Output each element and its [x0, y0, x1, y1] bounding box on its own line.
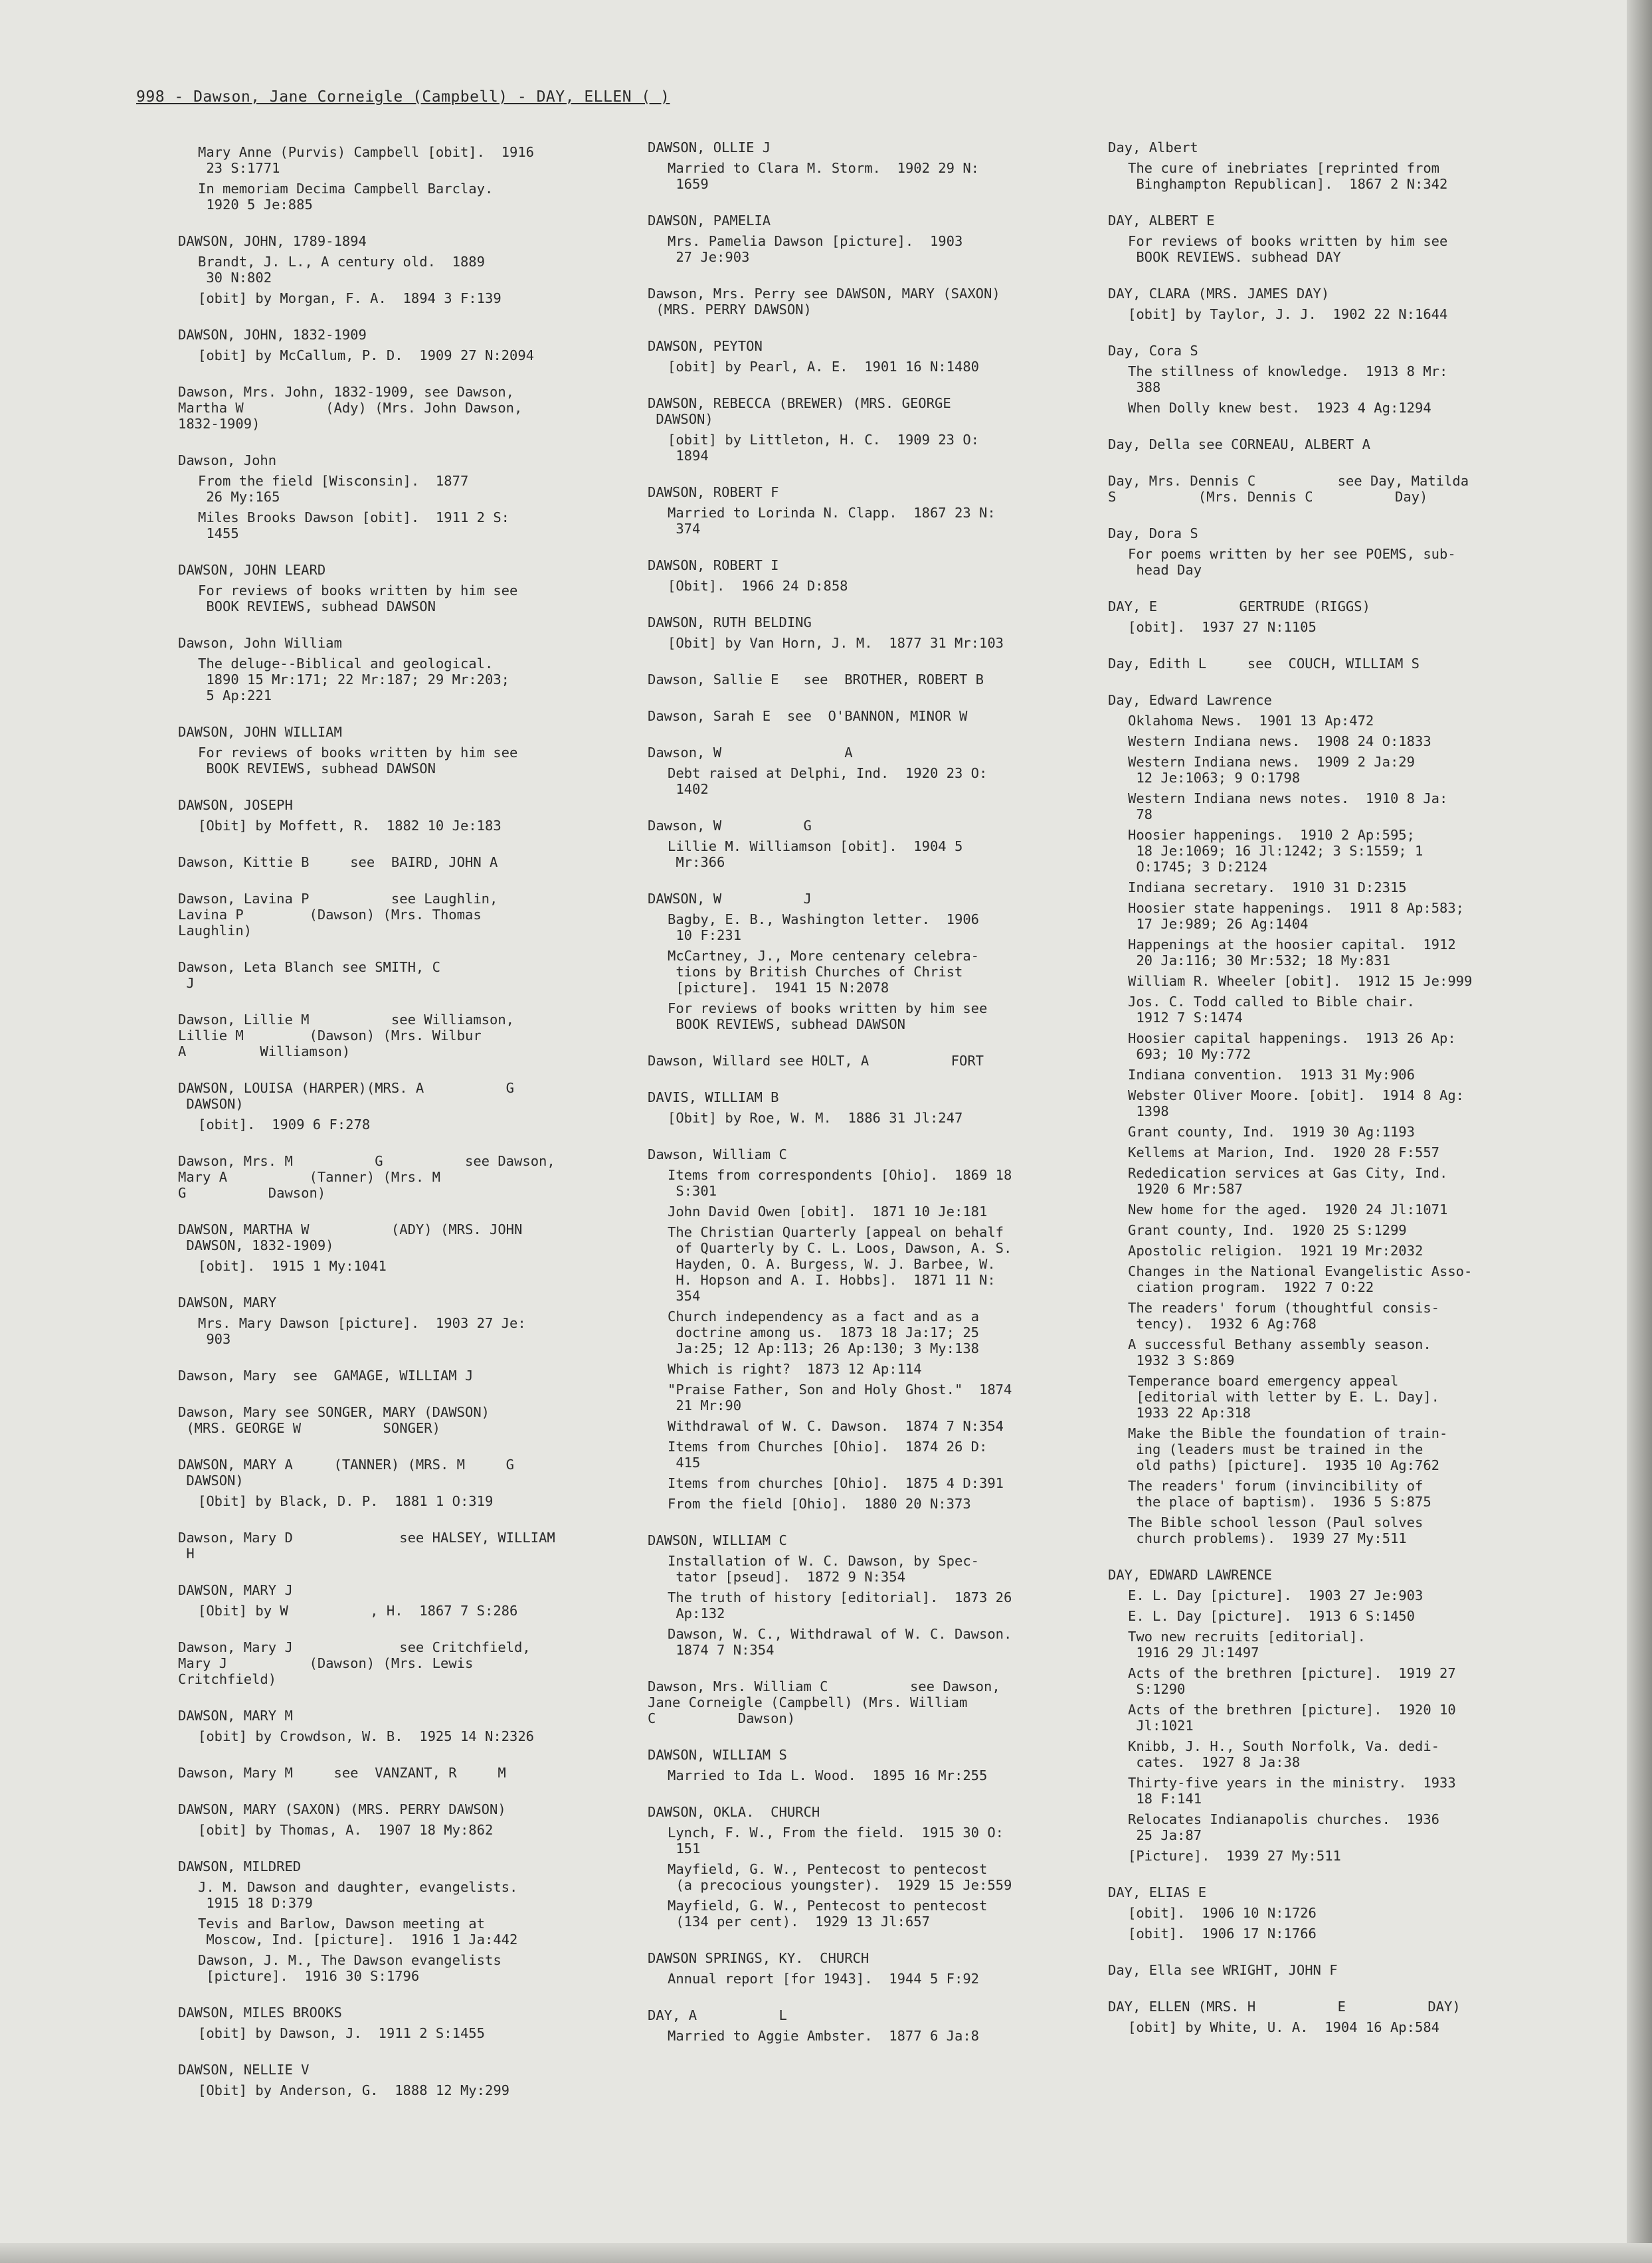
entry-heading: DAWSON, NELLIE V [178, 2062, 310, 2078]
entry-heading: Dawson, Mrs. William C see Dawson, Jane Corneigle (Campbell) (Mrs. William C Dawson) [648, 1678, 1000, 1726]
entry-reference: Knibb, J. H., South Norfolk, Va. dedi- cates. 1927 8 Ja:38 [1128, 1738, 1439, 1770]
index-entry [178, 724, 656, 776]
entry-heading: DAVIS, WILLIAM B [648, 1089, 779, 1105]
index-entry [1108, 656, 1566, 672]
entry-heading: Day, Cora S [1108, 343, 1198, 359]
entry-reference: John David Owen [obit]. 1871 10 Je:181 [668, 1204, 988, 1220]
entry-reference: Mayfield, G. W., Pentecost to pentecost (a precocious youngster). 1929 15 Je:559 [668, 1861, 1012, 1893]
entry-reference: Webster Oliver Moore. [obit]. 1914 8 Ag: 1398 [1128, 1087, 1465, 1119]
index-entry [648, 213, 1106, 265]
entry-reference: Western Indiana news. 1908 24 O:1833 [1128, 733, 1431, 749]
index-entry [178, 233, 656, 306]
index-entry [178, 452, 656, 541]
entry-reference: [obit]. 1906 10 N:1726 [1128, 1905, 1317, 1921]
entry-heading: DAWSON, RUTH BELDING [648, 614, 812, 630]
entry-heading: Dawson, John William [178, 635, 342, 651]
index-entry [178, 1530, 656, 1562]
index-entry [648, 2007, 1106, 2044]
entry-heading: DAWSON, MARY J [178, 1582, 293, 1598]
entry-reference: Items from Churches [Ohio]. 1874 26 D: 415 [668, 1439, 988, 1471]
entry-heading: Dawson, Leta Blanch see SMITH, C J [178, 959, 440, 991]
entry-reference: Mary Anne (Purvis) Campbell [obit]. 1916 23 S:1771 [198, 144, 535, 176]
entry-reference: E. L. Day [picture]. 1903 27 Je:903 [1128, 1587, 1423, 1603]
entry-heading: DAWSON, MARTHA W (ADY) (MRS. JOHN DAWSON, 1832-1909) [178, 1222, 523, 1253]
entry-reference: "Praise Father, Son and Holy Ghost." 1874 21 Mr:90 [668, 1382, 1012, 1413]
index-entry [648, 338, 1106, 375]
entry-reference: [obit] by Morgan, F. A. 1894 3 F:139 [198, 290, 502, 306]
index-entry [648, 1089, 1106, 1126]
entry-heading: DAWSON, MILES BROOKS [178, 2005, 342, 2021]
entry-reference: Married to Clara M. Storm. 1902 29 N: 1659 [668, 160, 979, 192]
entry-reference: McCartney, J., More centenary celebra- tions by British Churches of Christ [picture]. 1941 15 N:2078 [668, 948, 979, 996]
index-entry [648, 286, 1106, 317]
entry-reference: Changes in the National Evangelistic Asso- ciation program. 1922 7 O:22 [1128, 1263, 1473, 1295]
entry-reference: Church independency as a fact and as a doctrine among us. 1873 18 Ja:17; 25 Ja:25; 12 Ap:113; 26 Ap:130; 3 My:138 [668, 1309, 979, 1356]
entry-reference: Lillie M. Williamson [obit]. 1904 5 Mr:366 [668, 838, 963, 870]
entry-reference: Installation of W. C. Dawson, by Spec- tator [pseud]. 1872 9 N:354 [668, 1553, 979, 1585]
index-entry [648, 1950, 1106, 1987]
index-entry [178, 1153, 656, 1201]
entry-reference: Acts of the brethren [picture]. 1919 27 S:1290 [1128, 1665, 1456, 1697]
index-entry [648, 1804, 1106, 1930]
index-entry [178, 1404, 656, 1436]
entry-heading: DAWSON, JOHN, 1832-1909 [178, 327, 367, 343]
index-entry [178, 144, 656, 213]
entry-reference: William R. Wheeler [obit]. 1912 15 Je:999 [1128, 973, 1473, 989]
entry-heading: Day, Ella see WRIGHT, JOHN F [1108, 1962, 1338, 1978]
entry-heading: Dawson, Mary see SONGER, MARY (DAWSON) (MRS. GEORGE W SONGER) [178, 1404, 490, 1436]
entry-reference: For reviews of books written by him see BOOK REVIEWS, subhead DAWSON [198, 745, 518, 776]
entry-heading: DAY, EDWARD LAWRENCE [1108, 1567, 1272, 1583]
entry-reference: Oklahoma News. 1901 13 Ap:472 [1128, 713, 1374, 729]
index-entry [1108, 213, 1566, 265]
entry-reference: The readers' forum (invincibility of the place of baptism). 1936 5 S:875 [1128, 1478, 1431, 1510]
entry-reference: Hoosier capital happenings. 1913 26 Ap: 693; 10 My:772 [1128, 1030, 1456, 1062]
entry-reference: [obit] by Taylor, J. J. 1902 22 N:1644 [1128, 306, 1448, 322]
index-entry [178, 1368, 656, 1384]
entry-heading: Dawson, Lavina P see Laughlin, Lavina P (Dawson) (Mrs. Thomas Laughlin) [178, 891, 498, 939]
entry-reference: Kellems at Marion, Ind. 1920 28 F:557 [1128, 1144, 1439, 1160]
index-entry [178, 1765, 656, 1781]
index-entry [1108, 1962, 1566, 1978]
entry-heading: DAWSON, MARY [178, 1295, 277, 1311]
column-2 [648, 139, 1106, 2064]
entry-heading: DAY, A L [648, 2007, 787, 2023]
index-entry [178, 1295, 656, 1347]
entry-reference: [obit] by Littleton, H. C. 1909 23 O: 1894 [668, 432, 979, 464]
entry-reference: Relocates Indianapolis churches. 1936 25 Ja:87 [1128, 1811, 1439, 1843]
entry-reference: Which is right? 1873 12 Ap:114 [668, 1361, 922, 1377]
entry-reference: The Christian Quarterly [appeal on behalf of Quarterly by C. L. Loos, Dawson, A. S. Hayden, O. A. Burgess, W. J. Barbee, W. H. Hopson and A. I. Hobbs]. 1871 11 N: 354 [668, 1224, 1012, 1304]
entry-heading: Dawson, Willard see HOLT, A FORT [648, 1053, 984, 1069]
index-entry [648, 1678, 1106, 1726]
entry-heading: DAWSON, JOHN LEARD [178, 562, 326, 578]
entry-reference: For reviews of books written by him see BOOK REVIEWS, subhead DAWSON [668, 1000, 988, 1032]
entry-reference: [Obit] by Moffett, R. 1882 10 Je:183 [198, 818, 502, 834]
entry-reference: Mrs. Mary Dawson [picture]. 1903 27 Je: 903 [198, 1315, 526, 1347]
entry-heading: DAWSON, OKLA. CHURCH [648, 1804, 820, 1820]
index-entry [178, 797, 656, 834]
entry-heading: Day, Albert [1108, 139, 1198, 155]
index-entry [178, 2005, 656, 2041]
entry-heading: Day, Dora S [1108, 525, 1198, 541]
entry-reference: Tevis and Barlow, Dawson meeting at Moscow, Ind. [picture]. 1916 1 Ja:442 [198, 1916, 518, 1947]
entry-heading: Dawson, John [178, 452, 277, 468]
index-entry [1108, 692, 1566, 1546]
entry-heading: DAWSON, REBECCA (BREWER) (MRS. GEORGE DAWSON) [648, 395, 951, 427]
entry-heading: DAWSON, JOSEPH [178, 797, 293, 813]
entry-heading: DAWSON, ROBERT I [648, 557, 779, 573]
index-entry [178, 1080, 656, 1132]
entry-heading: DAWSON, PAMELIA [648, 213, 771, 228]
index-entry [1108, 473, 1566, 505]
entry-reference: [Obit] by Black, D. P. 1881 1 O:319 [198, 1493, 494, 1509]
entry-reference: [obit] by Thomas, A. 1907 18 My:862 [198, 1822, 494, 1838]
entry-heading: DAWSON, JOHN WILLIAM [178, 724, 342, 740]
entry-reference: Items from correspondents [Ohio]. 1869 18 S:301 [668, 1167, 1012, 1199]
entry-reference: For poems written by her see POEMS, sub- head Day [1128, 546, 1456, 578]
entry-heading: DAWSON, MARY (SAXON) (MRS. PERRY DAWSON) [178, 1801, 506, 1817]
index-entry [1108, 139, 1566, 192]
page-bottom-shadow [0, 2243, 1652, 2263]
entry-heading: Dawson, W G [648, 818, 812, 834]
index-entry [648, 484, 1106, 537]
entry-reference: Miles Brooks Dawson [obit]. 1911 2 S: 1455 [198, 509, 509, 541]
entry-reference: [obit]. 1906 17 N:1766 [1128, 1926, 1317, 1942]
entry-heading: DAWSON, MILDRED [178, 1858, 302, 1874]
index-entry [648, 395, 1106, 464]
entry-reference: Bagby, E. B., Washington letter. 1906 10 F:231 [668, 911, 979, 943]
index-entry [1108, 436, 1566, 452]
entry-heading: DAY, E GERTRUDE (RIGGS) [1108, 598, 1370, 614]
entry-reference: Indiana convention. 1913 31 My:906 [1128, 1067, 1415, 1083]
index-entry [648, 614, 1106, 651]
index-entry [648, 672, 1106, 687]
index-entry [178, 959, 656, 991]
entry-reference: The deluge--Biblical and geological. 1890 15 Mr:171; 22 Mr:187; 29 Mr:203; 5 Ap:221 [198, 656, 509, 703]
entry-heading: DAWSON SPRINGS, KY. CHURCH [648, 1950, 870, 1966]
entry-reference: Dawson, W. C., Withdrawal of W. C. Dawson. 1874 7 N:354 [668, 1626, 1012, 1658]
entry-reference: [Obit]. 1966 24 D:858 [668, 578, 848, 594]
entry-reference: Western Indiana news notes. 1910 8 Ja: 78 [1128, 790, 1448, 822]
column-1 [178, 139, 656, 2119]
index-entry [178, 327, 656, 363]
entry-reference: Happenings at the hoosier capital. 1912 20 Ja:116; 30 Mr:532; 18 My:831 [1128, 937, 1456, 968]
page-edge-shadow [1627, 0, 1652, 2263]
index-entry [178, 1012, 656, 1059]
entry-heading: Dawson, Mary M see VANZANT, R M [178, 1765, 506, 1781]
entry-heading: Dawson, Mary see GAMAGE, WILLIAM J [178, 1368, 474, 1384]
index-entry [178, 1457, 656, 1509]
entry-reference: [obit]. 1915 1 My:1041 [198, 1258, 387, 1274]
entry-reference: Hoosier happenings. 1910 2 Ap:595; 18 Je:1069; 16 Jl:1242; 3 S:1559; 1 O:1745; 3 D:2124 [1128, 827, 1423, 875]
entry-heading: DAY, ALBERT E [1108, 213, 1215, 228]
index-entry [648, 557, 1106, 594]
entry-reference: [Obit] by Roe, W. M. 1886 31 Jl:247 [668, 1110, 963, 1126]
entry-reference: [obit]. 1937 27 N:1105 [1128, 619, 1317, 635]
entry-heading: DAWSON, PEYTON [648, 338, 763, 354]
entry-heading: Dawson, Kittie B see BAIRD, JOHN A [178, 854, 498, 870]
entry-heading: Dawson, Mary D see HALSEY, WILLIAM H [178, 1530, 555, 1562]
entry-reference: Grant county, Ind. 1920 25 S:1299 [1128, 1222, 1407, 1238]
entry-heading: Day, Edward Lawrence [1108, 692, 1272, 708]
entry-heading: DAWSON, WILLIAM C [648, 1532, 787, 1548]
entry-reference: [obit]. 1909 6 F:278 [198, 1117, 371, 1132]
entry-reference: Mayfield, G. W., Pentecost to pentecost (134 per cent). 1929 13 Jl:657 [668, 1898, 988, 1930]
entry-reference: [obit] by Crowdson, W. B. 1925 14 N:2326 [198, 1728, 535, 1744]
entry-reference: Indiana secretary. 1910 31 D:2315 [1128, 879, 1407, 895]
entry-heading: DAY, ELLEN (MRS. H E DAY) [1108, 1999, 1461, 2015]
index-entry [178, 1801, 656, 1838]
entry-heading: DAWSON, ROBERT F [648, 484, 779, 500]
index-entry [178, 2062, 656, 2098]
index-entry [178, 1858, 656, 1984]
entry-heading: Dawson, Sallie E see BROTHER, ROBERT B [648, 672, 984, 687]
entry-reference: Dawson, J. M., The Dawson evangelists [picture]. 1916 30 S:1796 [198, 1952, 502, 1984]
entry-reference: E. L. Day [picture]. 1913 6 S:1450 [1128, 1608, 1415, 1624]
entry-heading: DAY, ELIAS E [1108, 1884, 1207, 1900]
entry-reference: Hoosier state happenings. 1911 8 Ap:583; 17 Je:989; 26 Ag:1404 [1128, 900, 1465, 932]
entry-reference: A successful Bethany assembly season. 1932 3 S:869 [1128, 1336, 1431, 1368]
entry-reference: Two new recruits [editorial]. 1916 29 Jl:1497 [1128, 1629, 1366, 1661]
entry-reference: From the field [Wisconsin]. 1877 26 My:165 [198, 473, 469, 505]
index-entry [648, 1053, 1106, 1069]
entry-reference: [Obit] by Anderson, G. 1888 12 My:299 [198, 2082, 509, 2098]
index-entry [648, 1747, 1106, 1783]
entry-reference: Married to Ida L. Wood. 1895 16 Mr:255 [668, 1767, 988, 1783]
index-entry [1108, 598, 1566, 635]
index-entry [178, 384, 656, 432]
entry-heading: Dawson, Lillie M see Williamson, Lillie M (Dawson) (Mrs. Wilbur A Williamson) [178, 1012, 515, 1059]
entry-heading: Dawson, William C [648, 1146, 787, 1162]
entry-reference: Make the Bible the foundation of train- ing (leaders must be trained in the old paths) [picture]. 1935 10 Ag:762 [1128, 1425, 1448, 1473]
entry-reference: Western Indiana news. 1909 2 Ja:29 12 Je:1063; 9 O:1798 [1128, 754, 1415, 786]
index-entry [178, 562, 656, 614]
entry-reference: Withdrawal of W. C. Dawson. 1874 7 N:354 [668, 1418, 1004, 1434]
index-entry [648, 1146, 1106, 1512]
index-entry [178, 854, 656, 870]
index-entry [1108, 286, 1566, 322]
index-entry [178, 635, 656, 703]
entry-heading: DAWSON, WILLIAM S [648, 1747, 787, 1763]
entry-heading: Dawson, W A [648, 745, 853, 761]
entry-reference: The truth of history [editorial]. 1873 26 Ap:132 [668, 1589, 1012, 1621]
entry-heading: DAWSON, W J [648, 891, 812, 907]
entry-reference: Jos. C. Todd called to Bible chair. 1912 7 S:1474 [1128, 994, 1415, 1026]
entry-reference: In memoriam Decima Campbell Barclay. 1920 5 Je:885 [198, 181, 494, 213]
entry-heading: DAWSON, MARY M [178, 1708, 293, 1724]
entry-reference: Debt raised at Delphi, Ind. 1920 23 O: 1402 [668, 765, 988, 797]
entry-reference: Thirty-five years in the ministry. 1933 18 F:141 [1128, 1775, 1456, 1807]
entry-heading: DAWSON, LOUISA (HARPER)(MRS. A G DAWSON) [178, 1080, 515, 1112]
index-entry [1108, 1884, 1566, 1942]
entry-reference: [Obit] by W , H. 1867 7 S:286 [198, 1603, 518, 1619]
entry-reference: The stillness of knowledge. 1913 8 Mr: 388 [1128, 363, 1448, 395]
entry-reference: Lynch, F. W., From the field. 1915 30 O: 151 [668, 1825, 1004, 1856]
index-entry [648, 139, 1106, 192]
index-entry [1108, 525, 1566, 578]
index-entry [648, 745, 1106, 797]
entry-reference: [obit] by McCallum, P. D. 1909 27 N:2094 [198, 347, 535, 363]
entry-heading: DAWSON, JOHN, 1789-1894 [178, 233, 367, 249]
entry-heading: Day, Della see CORNEAU, ALBERT A [1108, 436, 1370, 452]
entry-reference: Acts of the brethren [picture]. 1920 10 Jl:1021 [1128, 1702, 1456, 1734]
entry-reference: The readers' forum (thoughtful consis- tency). 1932 6 Ag:768 [1128, 1300, 1439, 1332]
page-header: 998 - Dawson, Jane Corneigle (Campbell) - DAY, ELLEN ( ) [136, 88, 670, 106]
entry-reference: [Obit] by Van Horn, J. M. 1877 31 Mr:103 [668, 635, 1004, 651]
index-entry [1108, 1567, 1566, 1864]
entry-heading: Dawson, Mrs. John, 1832-1909, see Dawson, Martha W (Ady) (Mrs. John Dawson, 1832-1909) [178, 384, 523, 432]
entry-reference: [obit] by Pearl, A. E. 1901 16 N:1480 [668, 359, 979, 375]
entry-reference: For reviews of books written by him see BOOK REVIEWS. subhead DAY [1128, 233, 1448, 265]
entry-reference: Brandt, J. L., A century old. 1889 30 N:802 [198, 254, 485, 286]
index-entry [1108, 1999, 1566, 2035]
index-entry [178, 891, 656, 939]
entry-heading: DAWSON, MARY A (TANNER) (MRS. M G DAWSON) [178, 1457, 515, 1489]
index-entry [178, 1222, 656, 1274]
entry-heading: DAWSON, OLLIE J [648, 139, 771, 155]
entry-reference: [obit] by Dawson, J. 1911 2 S:1455 [198, 2025, 485, 2041]
entry-reference: Annual report [for 1943]. 1944 5 F:92 [668, 1971, 979, 1987]
entry-reference: J. M. Dawson and daughter, evangelists. 1915 18 D:379 [198, 1879, 518, 1911]
index-entry [178, 1639, 656, 1687]
index-entry [648, 818, 1106, 870]
entry-reference: Rededication services at Gas City, Ind. 1920 6 Mr:587 [1128, 1165, 1448, 1197]
index-entry [648, 891, 1106, 1032]
entry-reference: Married to Aggie Ambster. 1877 6 Ja:8 [668, 2028, 979, 2044]
entry-heading: Dawson, Mrs. Perry see DAWSON, MARY (SAXON) (MRS. PERRY DAWSON) [648, 286, 1000, 317]
index-entry [178, 1582, 656, 1619]
entry-reference: Mrs. Pamelia Dawson [picture]. 1903 27 Je:903 [668, 233, 963, 265]
index-entry [1108, 343, 1566, 416]
entry-reference: The cure of inebriates [reprinted from Binghampton Republican]. 1867 2 N:342 [1128, 160, 1448, 192]
entry-reference: Items from churches [Ohio]. 1875 4 D:391 [668, 1475, 1004, 1491]
entry-reference: From the field [Ohio]. 1880 20 N:373 [668, 1496, 971, 1512]
entry-reference: For reviews of books written by him see BOOK REVIEWS, subhead DAWSON [198, 583, 518, 614]
entry-reference: [obit] by White, U. A. 1904 16 Ap:584 [1128, 2019, 1439, 2035]
entry-heading: Dawson, Mary J see Critchfield, Mary J (Dawson) (Mrs. Lewis Critchfield) [178, 1639, 531, 1687]
index-entry [178, 1708, 656, 1744]
entry-heading: Day, Mrs. Dennis C see Day, Matilda S (Mrs. Dennis C Day) [1108, 473, 1469, 505]
entry-reference: Grant county, Ind. 1919 30 Ag:1193 [1128, 1124, 1415, 1140]
entry-reference: New home for the aged. 1920 24 Jl:1071 [1128, 1202, 1448, 1218]
entry-reference: When Dolly knew best. 1923 4 Ag:1294 [1128, 400, 1431, 416]
entry-heading: Dawson, Sarah E see O'BANNON, MINOR W [648, 708, 968, 724]
entry-heading: Dawson, Mrs. M G see Dawson, Mary A (Tanner) (Mrs. M G Dawson) [178, 1153, 555, 1201]
index-entry [648, 1532, 1106, 1658]
entry-reference: Married to Lorinda N. Clapp. 1867 23 N: 374 [668, 505, 996, 537]
entry-reference: The Bible school lesson (Paul solves church problems). 1939 27 My:511 [1128, 1514, 1423, 1546]
column-3 [1108, 139, 1566, 2056]
entry-reference: Apostolic religion. 1921 19 Mr:2032 [1128, 1243, 1423, 1259]
entry-reference: Temperance board emergency appeal [editorial with letter by E. L. Day]. 1933 22 Ap:318 [1128, 1373, 1439, 1421]
entry-heading: DAY, CLARA (MRS. JAMES DAY) [1108, 286, 1330, 302]
index-entry [648, 708, 1106, 724]
entry-heading: Day, Edith L see COUCH, WILLIAM S [1108, 656, 1420, 672]
entry-reference: [Picture]. 1939 27 My:511 [1128, 1848, 1341, 1864]
